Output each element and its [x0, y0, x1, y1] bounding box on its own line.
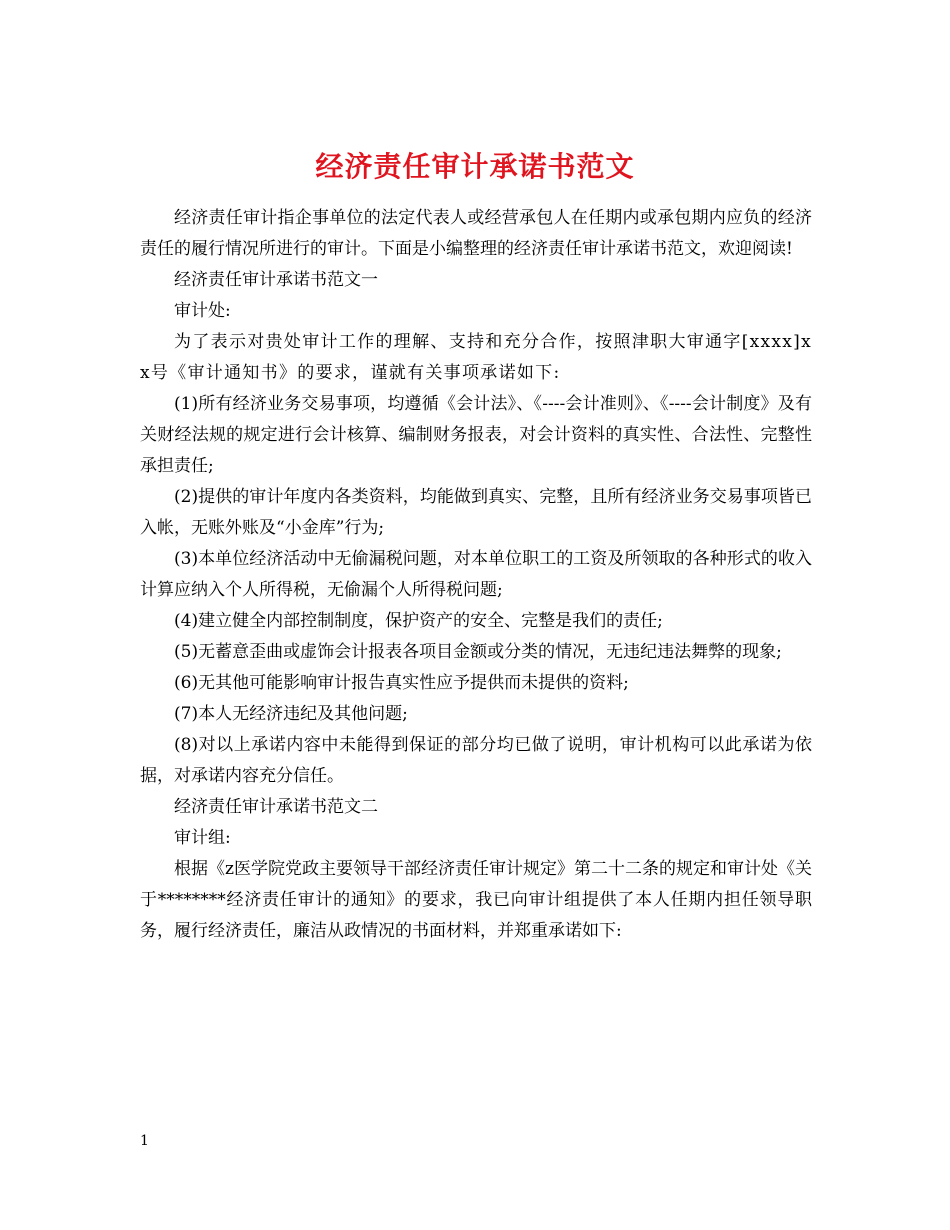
- intro-paragraph: 经济责任审计指企事单位的法定代表人或经营承包人在任期内或承包期内应负的经济责任的履行情况所进行的审计。下面是小编整理的经济责任审计承诺书范文，欢迎阅读!: [140, 208, 812, 259]
- page-number: 1: [140, 1133, 149, 1149]
- document-title: 经济责任审计承诺书范文: [315, 149, 635, 183]
- commitment-intro-paragraph: 为了表示对贵处审计工作的理解、支持和充分合作，按照津职大审通字[xxxx]xx号《审计通知书》的要求，谨就有关事项承诺如下:: [140, 332, 812, 383]
- commitment-item-4: (4)建立健全内部控制制度，保护资产的安全、完整是我们的责任;: [174, 611, 663, 631]
- commitment-item-2: (2)提供的审计年度内各类资料，均能做到真实、完整，且所有经济业务交易事项皆已入帐，无账外账及“小金库”行为;: [140, 487, 812, 538]
- commitment-item-3: (3)本单位经济活动中无偷漏税问题，对本单位职工的工资及所领取的各种形式的收入计算应纳入个人所得税，无偷漏个人所得税问题;: [140, 549, 812, 600]
- document-body: [140, 203, 812, 947]
- commitment-item-7: (7)本人无经济违纪及其他问题;: [174, 704, 408, 724]
- commitment-item-5: (5)无蓄意歪曲或虚饰会计报表各项目金额或分类的情况，无违纪违法舞弊的现象;: [174, 642, 782, 662]
- section-heading-sample-two: 经济责任审计承诺书范文二: [174, 797, 378, 817]
- addressee-audit-office: 审计处:: [174, 301, 231, 321]
- section-heading-sample-one: 经济责任审计承诺书范文一: [174, 270, 378, 290]
- sample-two-body-paragraph: 根据《z医学院党政主要领导干部经济责任审计规定》第二十二条的规定和审计处《关于********经济责任审计的通知》的要求，我已向审计组提供了本人任期内担任领导职务，履行经济责任，廉洁从政情况的书面材料，并郑重承诺如下:: [140, 859, 812, 941]
- commitment-item-6: (6)无其他可能影响审计报告真实性应予提供而未提供的资料;: [174, 673, 629, 693]
- addressee-audit-group: 审计组:: [174, 828, 231, 848]
- commitment-item-1: (1)所有经济业务交易事项，均遵循《会计法》、《----会计准则》、《----会计制度》及有关财经法规的规定进行会计核算、编制财务报表，对会计资料的真实性、合法性、完整性承担责任;: [140, 394, 812, 476]
- commitment-item-8: (8)对以上承诺内容中未能得到保证的部分均已做了说明，审计机构可以此承诺为依据，对承诺内容充分信任。: [140, 735, 812, 786]
